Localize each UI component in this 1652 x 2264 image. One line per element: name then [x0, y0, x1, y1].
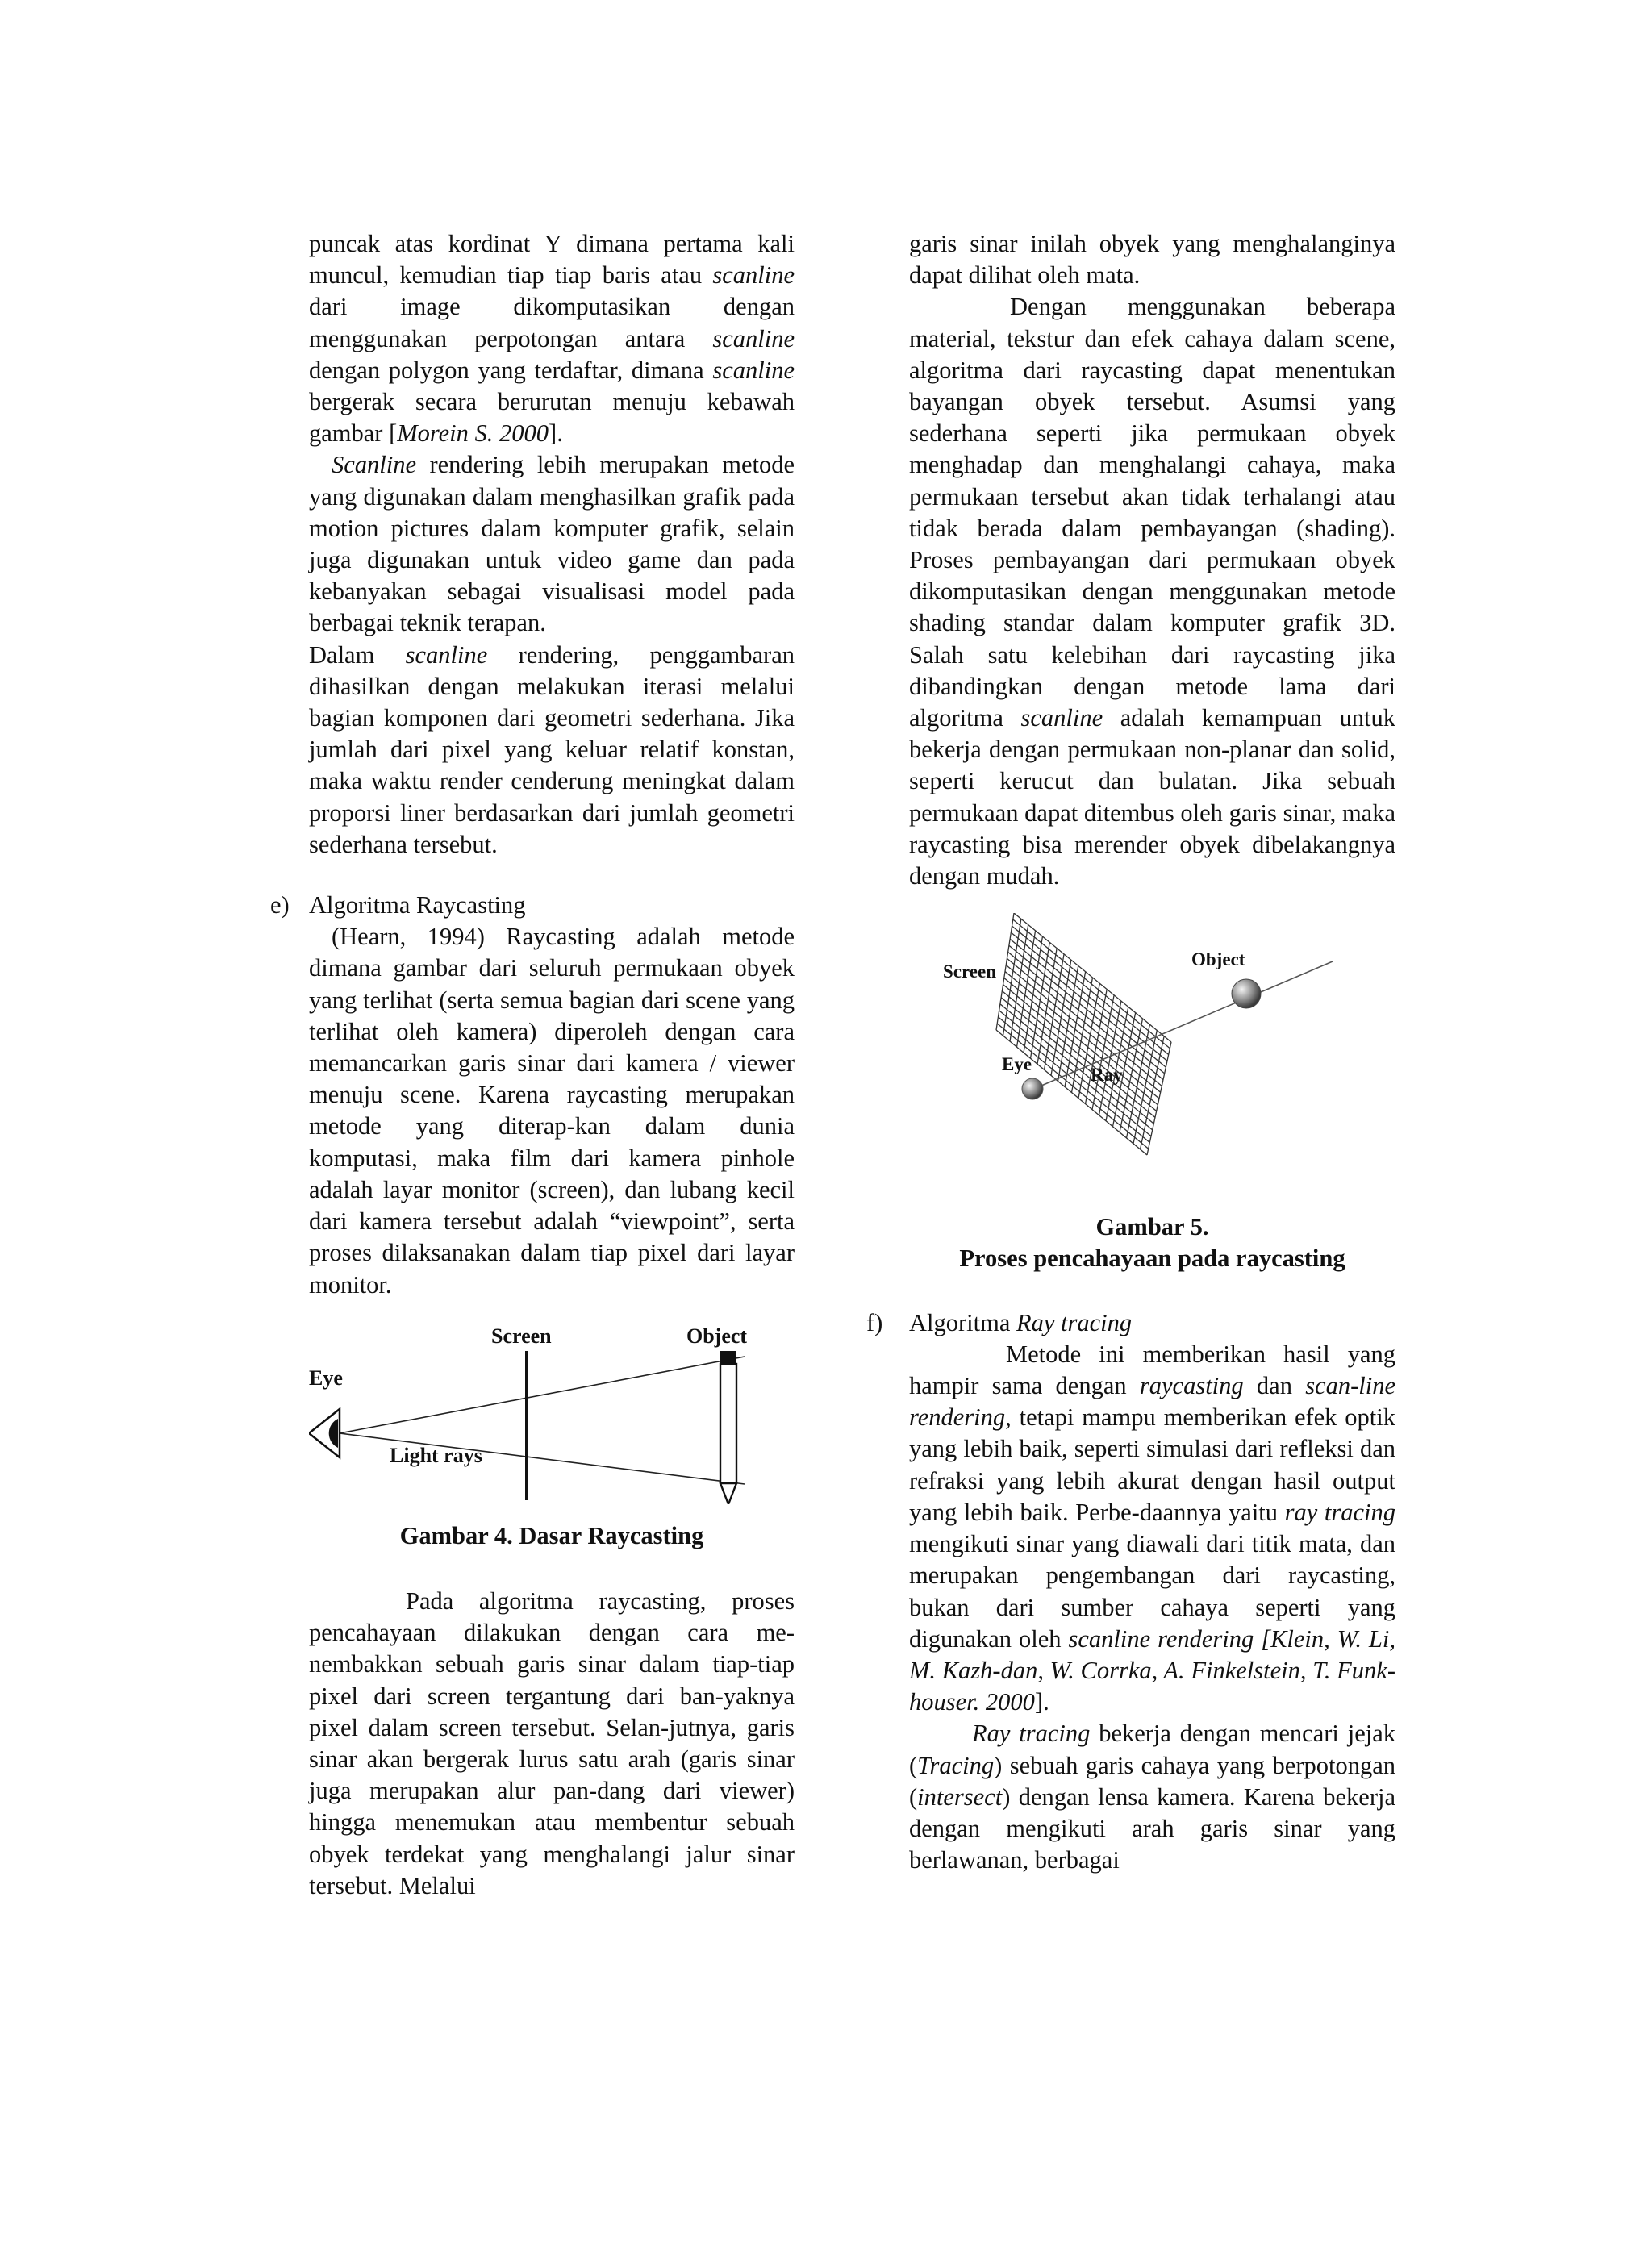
left-column	[270, 228, 795, 1902]
paragraph-ray-tracing-intro: Metode ini memberikan hasil yang hampir sama dengan raycasting dan scan-line rendering, tetapi mampu memberikan efek optik yang lebih baik, seperti simulasi dari refleksi dan refraksi yang lebih akurat dengan hasil output yang lebih baik. Perbe-daannya yaitu ray tracing mengikuti sinar yang diawali dari titik mata, dan merupakan pengembangan dari raycasting, bukan dari sumber cahaya seperti yang digunakan oleh scanline rendering [Klein, W. Li, M. Kazh-dan, W. Corrka, A. Finkelstein, T. Funk-houser. 2000].	[909, 1340, 1396, 1716]
section-heading-e: e) Algoritma Raycasting	[270, 891, 526, 919]
figure-4-caption: Gambar 4. Dasar Raycasting	[399, 1521, 704, 1549]
paragraph-raycasting-definition: (Hearn, 1994) Raycasting adalah metode dimana gambar dari seluruh permukaan obyek yang terlihat (serta semua bagian dari scene yang terlihat oleh kamera) diperoleh dengan cara memancarkan garis sinar dari kamera / viewer menuju scene. Karena raycasting merupakan metode yang diterap-kan dalam dunia komputasi, maka film dari kamera pinhole adalah layar monitor (screen), dan lubang kecil dari kamera tersebut adalah “viewpoint”, serta proses dilaksanakan dalam tiap pixel dari layar monitor.	[309, 923, 795, 1299]
spacer	[309, 1504, 795, 1520]
figure-5-label-ray: Ray	[1091, 1065, 1123, 1086]
figure-4-label-screen: Screen	[491, 1324, 552, 1348]
figure-4-diagram	[309, 1319, 795, 1504]
figure-5-label-screen: Screen	[943, 961, 997, 982]
paragraph-raycasting-advantages: Dengan menggunakan beberapa material, tekstur dan efek cahaya dalam scene, algoritma dari raycasting dapat menentukan bayangan obyek tersebut. Asumsi yang sederhana seperti jika permukaan obyek menghadap dan menghalangi cahaya, maka permukaan tersebut akan tidak terhalangi atau tidak berada dalam pembayangan (shading). Proses pembayangan dari permukaan obyek dikomputasikan dengan menggunakan metode shading standar dalam komputer grafik 3D. Salah satu kelebihan dari raycasting jika dibandingkan dengan metode lama dari algoritma scanline adalah kemampuan untuk bekerja dengan permukaan non-planar dan solid, seperti kerucut dan bulatan. Jika sebuah permukaan dapat ditembus oleh garis sinar, maka raycasting bisa merender obyek dibelakangnya dengan mudah.	[909, 293, 1395, 890]
figure-5-caption-line1: Gambar 5.	[1095, 1213, 1209, 1241]
figure-5-label-eye: Eye	[1002, 1054, 1032, 1075]
figure-4-label-object: Object	[686, 1324, 748, 1348]
paragraph-scanline-iteration: Dalam scanline rendering, penggambaran dihasilkan dengan melakukan iterasi melalui bagian komponen dari geometri sederhana. Jika jumlah dari pixel yang keluar relatif konstan, maka waktu render cenderung meningkat dalam proporsi liner berdasarkan dari jumlah geometri sederhana tersebut.	[309, 640, 795, 858]
spacer	[909, 1275, 1395, 1307]
figure-5-diagram	[909, 913, 1395, 1163]
figure-5-caption-line2: Proses pencahayaan pada raycasting	[959, 1245, 1345, 1273]
paragraph-scanline-intro: puncak atas kordinat Y dimana pertama kali muncul, kemudian tiap tiap baris atau scanline dari image dikomputasikan dengan menggunakan perpotongan antara scanline dengan polygon yang terdaftar, dimana scanline bergerak secara berurutan menuju kebawah gambar [Morein S. 2000].	[309, 230, 795, 448]
paragraph-ray-line: garis sinar inilah obyek yang menghalanginya dapat dilihat oleh mata.	[909, 230, 1395, 290]
figure-4-label-light-rays: Light rays	[390, 1443, 482, 1467]
paragraph-raycasting-process: Pada algoritma raycasting, proses pencahayaan dilakukan dengan cara me-nembakkan sebuah garis sinar dalam tiap-tiap pixel dari screen tergantung dari ban-yaknya pixel dalam screen tersebut. Selan-jutnya, garis sinar akan bergerak lurus satu arah (garis sinar juga merupakan alur pan-dang dari viewer) hingga menemukan atau membentur sebuah obyek terdekat yang menghalangi jalur sinar tersebut. Melalui	[309, 1586, 795, 1899]
paragraph-ray-tracing-method: Ray tracing bekerja dengan mencari jejak (Tracing) sebuah garis cahaya yang berpotongan (intersect) dengan lensa kamera. Karena bekerja dengan mengikuti arah garis sinar yang berlawanan, berbagai	[909, 1720, 1395, 1874]
paragraph-scanline-rendering: Scanline rendering lebih merupakan metode yang digunakan dalam menghasilkan grafik pada motion pictures dalam komputer grafik, selain juga digunakan untuk video game dan pada kebanyakan sebagai visualisasi model pada berbagai teknik terapan.	[309, 451, 795, 637]
spacer	[909, 1163, 1395, 1211]
right-column	[866, 228, 1396, 1876]
figure-5-label-object: Object	[1191, 949, 1245, 970]
spacer	[309, 1552, 795, 1586]
figure-4-label-eye: Eye	[309, 1365, 343, 1390]
section-heading-f: f) Algoritma Ray tracing	[866, 1308, 1133, 1336]
spacer	[309, 861, 795, 890]
